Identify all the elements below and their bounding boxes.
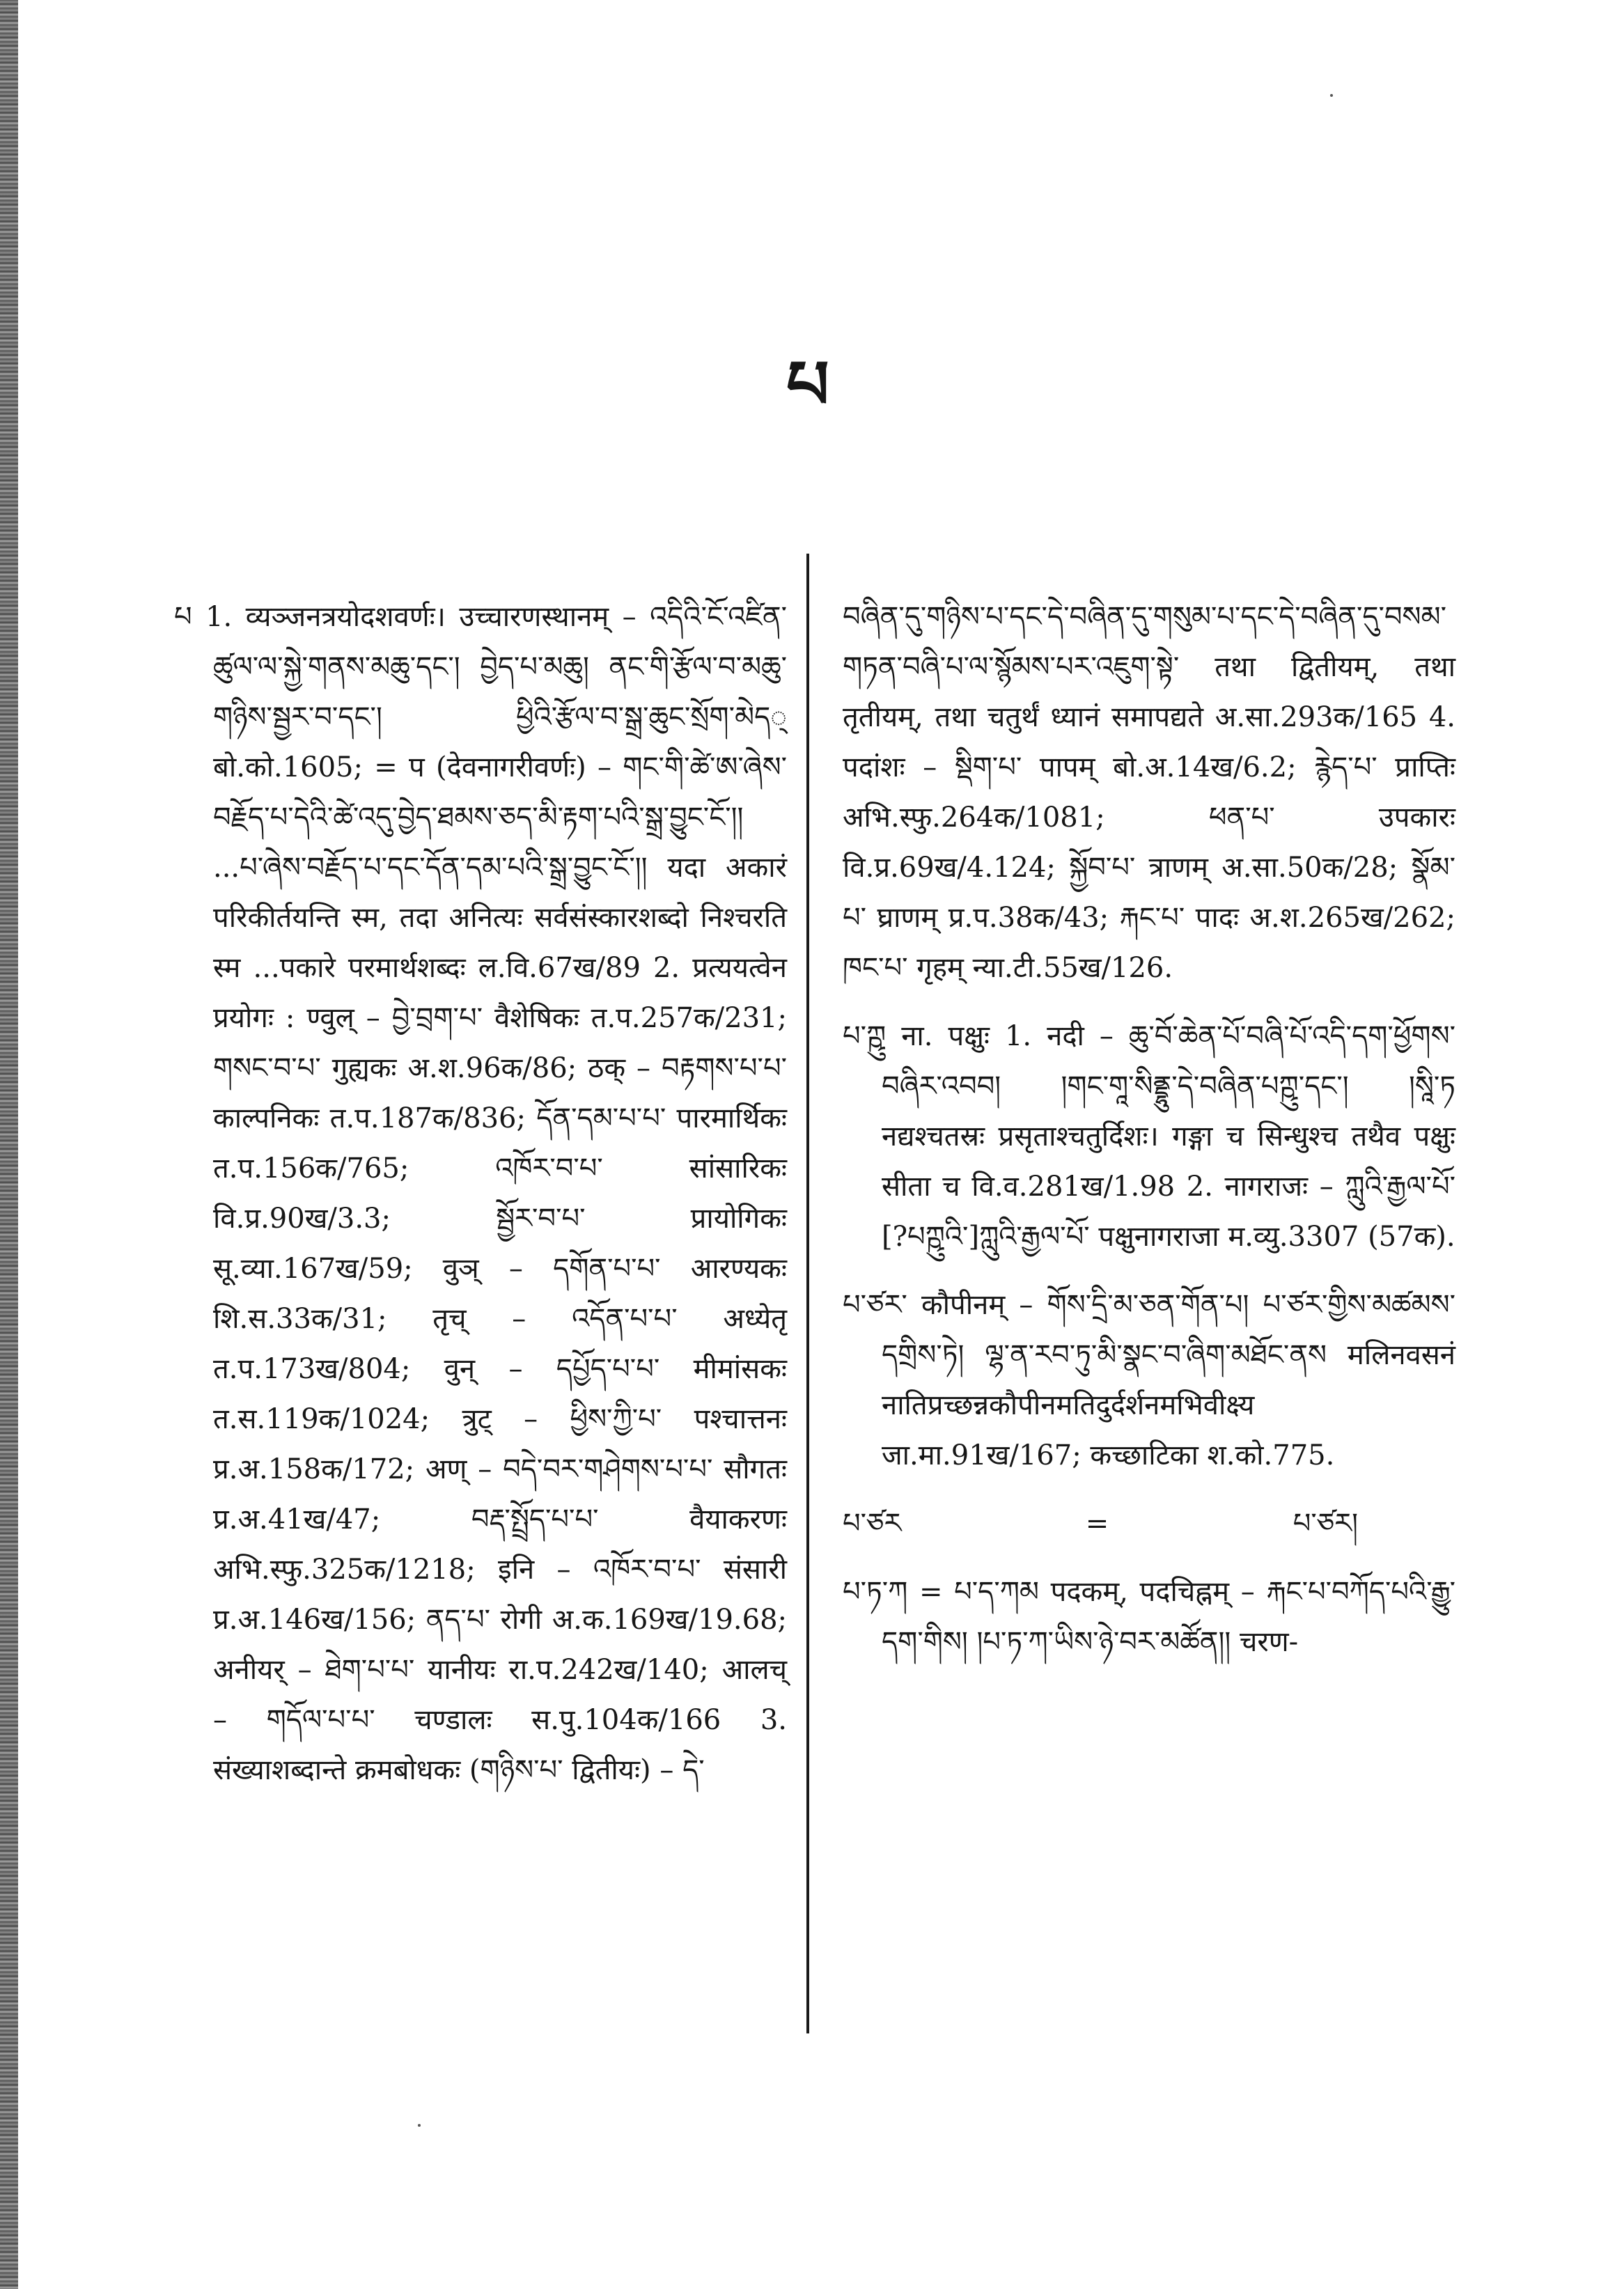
dictionary-entry-continuation: བཞིན་དུ་གཉིས་པ་དང་དེ་བཞིན་དུ་གསུམ་པ་དང་དེ་བཞིན་དུ་བསམ་གཏན་བཞི་པ་ལ་སྙོམས་པར་འཇུག་སྟེ་ तथा द्वितीयम्, तथा तृतीयम्, तथा चतुर्थं ध्यानं समापद्यते अ.सा.293क/165 4. पदांशः – སྡིག་པ་ पापम् बो.अ.14ख/6.2; རྙེད་པ་ प्राप्तिः अभि.स्फु.264क/1081; ཕན་པ་ उपकारः वि.प्र.69ख/4.124; སྐྱོབ་པ་ त्राणम् अ.सा.50क/28; སྣོམ་པ་ घ्राणम् प्र.प.38क/43; རྐང་པ་ पादः अ.श.265ख/262; ཁང་པ་ गृहम् न्या.टी.55ख/126. bbox=[843, 601, 1455, 984]
left-column bbox=[174, 592, 787, 1813]
column-divider bbox=[806, 554, 809, 2033]
equals-sign: = bbox=[1085, 1508, 1109, 1540]
dictionary-entry: པ་ཙར་ कौपीनम् – གོས་དྲི་མ་ཅན་གོན་པ། པ་ཙར་གྱིས་མཚམས་དགྲིས་ཏེ། ལྷ་ན་རབ་ཏུ་མི་སྣང་བ་ཞིག་མཐོང་ནས मलिनवसनं नातिप्रच्छन्नकौपीनमतिदुर्दर्शनमभिवीक्ष्य जा.मा.91ख/167; कच्छाटिका श.को.775. bbox=[843, 1289, 1455, 1471]
scan-speck bbox=[1330, 94, 1333, 97]
scan-edge-artifact bbox=[0, 0, 18, 2289]
dictionary-entry: པ་ཏ་ཀ = པ་ད་ཀམ पदकम्, पदचिह्नम् – རྐང་པ་བཀོད་པའི་རྒྱུ་དག་གིས། །པ་ཏ་ཀ་ཡིས་ཉེ་བར་མཚོན།། चरण- bbox=[843, 1576, 1455, 1658]
cross-reference-entry bbox=[843, 1499, 1455, 1549]
page-heading-letter: པ bbox=[786, 345, 829, 424]
reference-target: པ་ཙར། bbox=[1293, 1508, 1358, 1540]
entry-headword: པ་ཙར bbox=[843, 1508, 902, 1540]
dictionary-entry: པ 1. व्यञ्जनत्रयोदशवर्णः। उच्चारणस्थानम् – འདིའི་ངོ་འཛིན་ཚུལ་ལ་སྐྱེ་གནས་མཆུ་དང་། བྱེད་པ་མཆུ། ནང་གི་རྩོལ་བ་མཆུ་གཉིས་སྦྱར་བ་དང་། ཕྱིའི་རྩོལ་བ་སྒྲ་ཆུང་སྲོག་མེད् बो.को.1605; = प (देवनागरीवर्णः) – གང་གི་ཚེ་ཨ་ཞེས་བརྗོད་པ་དེའི་ཚེ་འདུ་བྱེད་ཐམས་ཅད་མི་རྟག་པའི་སྒྲ་བྱུང་ངོ་།། ...པ་ཞེས་བརྗོད་པ་དང་དོན་དམ་པའི་སྒྲ་བྱུང་ངོ་།། यदा अकारं परिकीर्तयन्ति स्म, तदा अनित्यः सर्वसंस्कारशब्दो निश्चरति स्म ...पकारे परमार्थशब्दः ल.वि.67ख/89 2. प्रत्ययत्वेन प्रयोगः : ण्वुल् – བྱེ་བྲག་པ་ वैशेषिकः त.प.257क/231; གསང་བ་པ་ गुह्यकः अ.श.96क/86; ठक् – བརྟགས་པ་པ་ काल्पनिकः त.प.187क/836; དོན་དམ་པ་པ་ पारमार्थिकः त.प.156क/765; འཁོར་བ་པ་ सांसारिकः वि.प्र.90ख/3.3; སྦྱོར་བ་པ་ प्रायोगिकः सू.व्या.167ख/59; वुञ् – དགོན་པ་པ་ आरण्यकः शि.स.33क/31; तृच् – འདོན་པ་པ་ अध्येतृ त.प.173ख/804; वुन् – དཔྱོད་པ་པ་ मीमांसकः त.स.119क/1024; त्रुट् – ཕྱིས་ཀྱི་པ་ पश्चात्तनः प्र.अ.158क/172; अण् – བདེ་བར་གཤེགས་པ་པ་ सौगतः प्र.अ.41ख/47; བརྡ་སྤྲོད་པ་པ་ वैयाकरणः अभि.स्फु.325क/1218; इनि – འཁོར་བ་པ་ संसारी प्र.अ.146ख/156; ནད་པ་ रोगी अ.क.169ख/19.68; अनीयर् – ཐེག་པ་པ་ यानीयः रा.प.242ख/140; आलच् – གདོལ་པ་པ་ चण्डालः स.पु.104क/166 3. संख्याशब्दान्ते क्रमबोधकः (གཉིས་པ་ द्वितीयः) – དེ་ bbox=[174, 601, 787, 1786]
dictionary-entry: པ་ཀྵུ ना. पक्षुः 1. नदी – ཆུ་བོ་ཆེན་པོ་བཞི་པོ་འདི་དག་ཕྱོགས་བཞིར་འབབ། །གང་གཱ་སིནྡྷུ་དེ་བཞིན་པཀྵུ་དང་། །སཱི་ཏ नद्यश्चतस्रः प्रसृताश्चतुर्दिशः। गङ्गा च सिन्धुश्च तथैव पक्षुः सीता च वि.व.281ख/1.98 2. नागराजः – ཀླུའི་རྒྱལ་པོ་[?པཀྵུའི་]ཀླུའི་རྒྱལ་པོ་ पक्षुनागराजा म.व्यु.3307 (57क). bbox=[843, 1020, 1455, 1253]
scan-speck bbox=[418, 2124, 421, 2127]
right-column bbox=[843, 592, 1455, 1685]
